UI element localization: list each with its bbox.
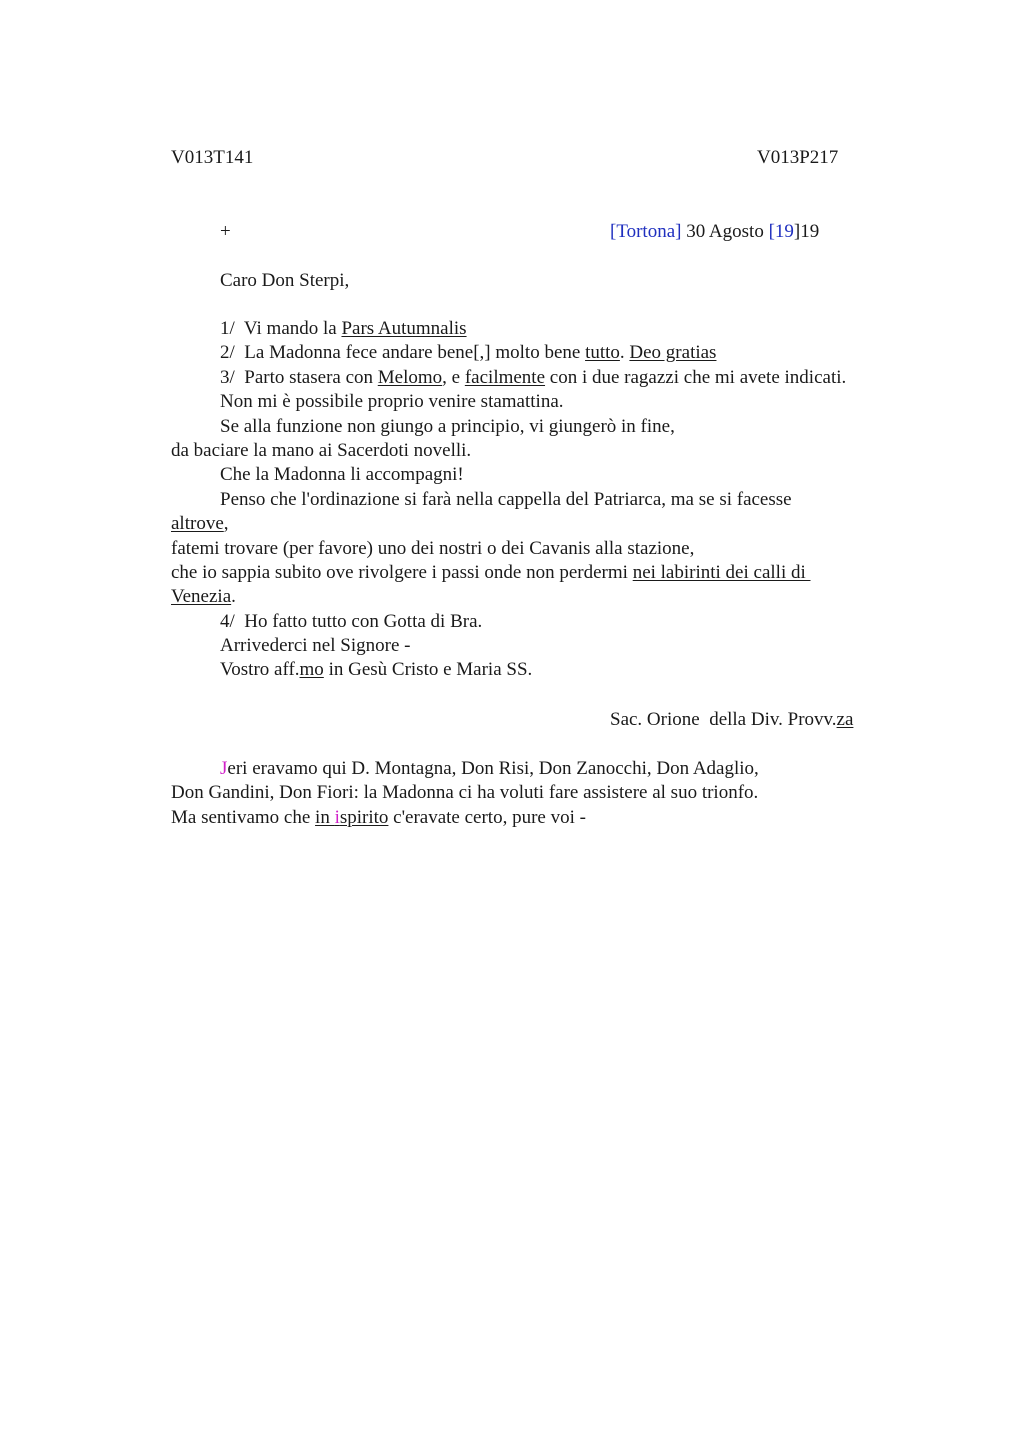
- postscript-line: Don Gandini, Don Fiori: la Madonna ci ha voluti fare assistere al suo trionfo.: [171, 782, 759, 804]
- text: 3/ Parto stasera con: [220, 366, 378, 388]
- salutation: Caro Don Sterpi,: [220, 270, 350, 291]
- editorial-initial: J: [220, 758, 228, 779]
- underlined-text: mo: [299, 659, 324, 681]
- body-line: Penso che l'ordinazione si farà nella cappella del Patriarca, ma se si facesse: [220, 488, 792, 510]
- bracket-close: ]: [675, 221, 682, 242]
- letter-body: [171, 317, 931, 683]
- signature-text: Sac. Orione della Div. Provv.: [610, 709, 837, 730]
- postscript-line: [171, 757, 931, 781]
- underlined-text: Pars Autumnalis: [341, 318, 467, 339]
- text: in: [315, 806, 335, 828]
- text: con i due ragazzi che mi avete indicati.: [545, 366, 847, 388]
- underlined-text: [315, 807, 388, 828]
- text: ,: [223, 513, 229, 535]
- underlined-text: altrove: [171, 513, 224, 535]
- text: .: [231, 586, 236, 608]
- text: in Gesù Cristo e Maria SS.: [323, 659, 533, 681]
- text: , e: [442, 366, 465, 388]
- postscript: [171, 757, 931, 830]
- body-line: [171, 512, 931, 536]
- year-prefix: 19: [774, 221, 794, 242]
- dateline-date: 30 Agosto: [681, 221, 769, 242]
- body-line: fatemi trovare (per favore) uno dei nostri o dei Cavanis alla stazione,: [171, 537, 695, 559]
- text: eri eravamo qui D. Montagna, Don Risi, Don Zanocchi, Don Adaglio,: [227, 758, 759, 779]
- document-code-left: V013T141: [171, 147, 254, 168]
- body-line: [171, 317, 931, 341]
- body-line: [171, 366, 931, 390]
- body-line: [171, 561, 931, 585]
- text: spirito: [339, 806, 389, 828]
- underlined-text: tutto: [585, 342, 620, 364]
- text: 2/ La Madonna fece andare bene[,] molto bene: [220, 342, 586, 364]
- underlined-text: Venezia: [171, 586, 232, 608]
- postscript-line: [171, 806, 931, 830]
- dateline-place: Tortona: [616, 221, 676, 242]
- text: che io sappia subito ove rivolgere i passi onde non perdermi: [171, 561, 633, 583]
- body-line: [171, 658, 931, 682]
- body-line: Se alla funzione non giungo a principio, vi giungerò in fine,: [220, 415, 675, 437]
- document-code-right: V013P217: [757, 147, 839, 168]
- editorial-letter: i: [334, 806, 340, 828]
- underlined-text: nei labirinti dei calli di: [632, 561, 811, 583]
- text: .: [619, 342, 630, 364]
- text: Vostro aff.: [220, 659, 300, 681]
- underlined-text: facilmente: [464, 366, 546, 388]
- text: 1/ Vi mando la: [220, 318, 342, 339]
- body-line: Arrivederci nel Signore -: [220, 635, 411, 657]
- body-line: Che la Madonna li accompagni!: [220, 464, 464, 486]
- body-line: [171, 585, 931, 609]
- text: c'eravate certo, pure voi -: [388, 806, 586, 828]
- cross-mark: +: [220, 221, 231, 242]
- underlined-text: Deo gratias: [629, 342, 717, 364]
- body-line: da baciare la mano ai Sacerdoti novelli.: [171, 439, 472, 461]
- body-line: Non mi è possibile proprio venire stamattina.: [220, 391, 564, 413]
- body-line: [171, 341, 931, 365]
- text: Ma sentivamo che: [171, 806, 316, 828]
- year-suffix: ]19: [793, 221, 820, 242]
- year-bracket: [: [768, 221, 775, 242]
- underlined-text: Melomo: [377, 366, 443, 388]
- dateline: [610, 220, 819, 244]
- body-line: 4/ Ho fatto tutto con Gotta di Bra.: [220, 610, 483, 632]
- signature-abbrev: za: [836, 709, 854, 730]
- bracket-open: [: [610, 221, 617, 242]
- signature: [610, 708, 853, 732]
